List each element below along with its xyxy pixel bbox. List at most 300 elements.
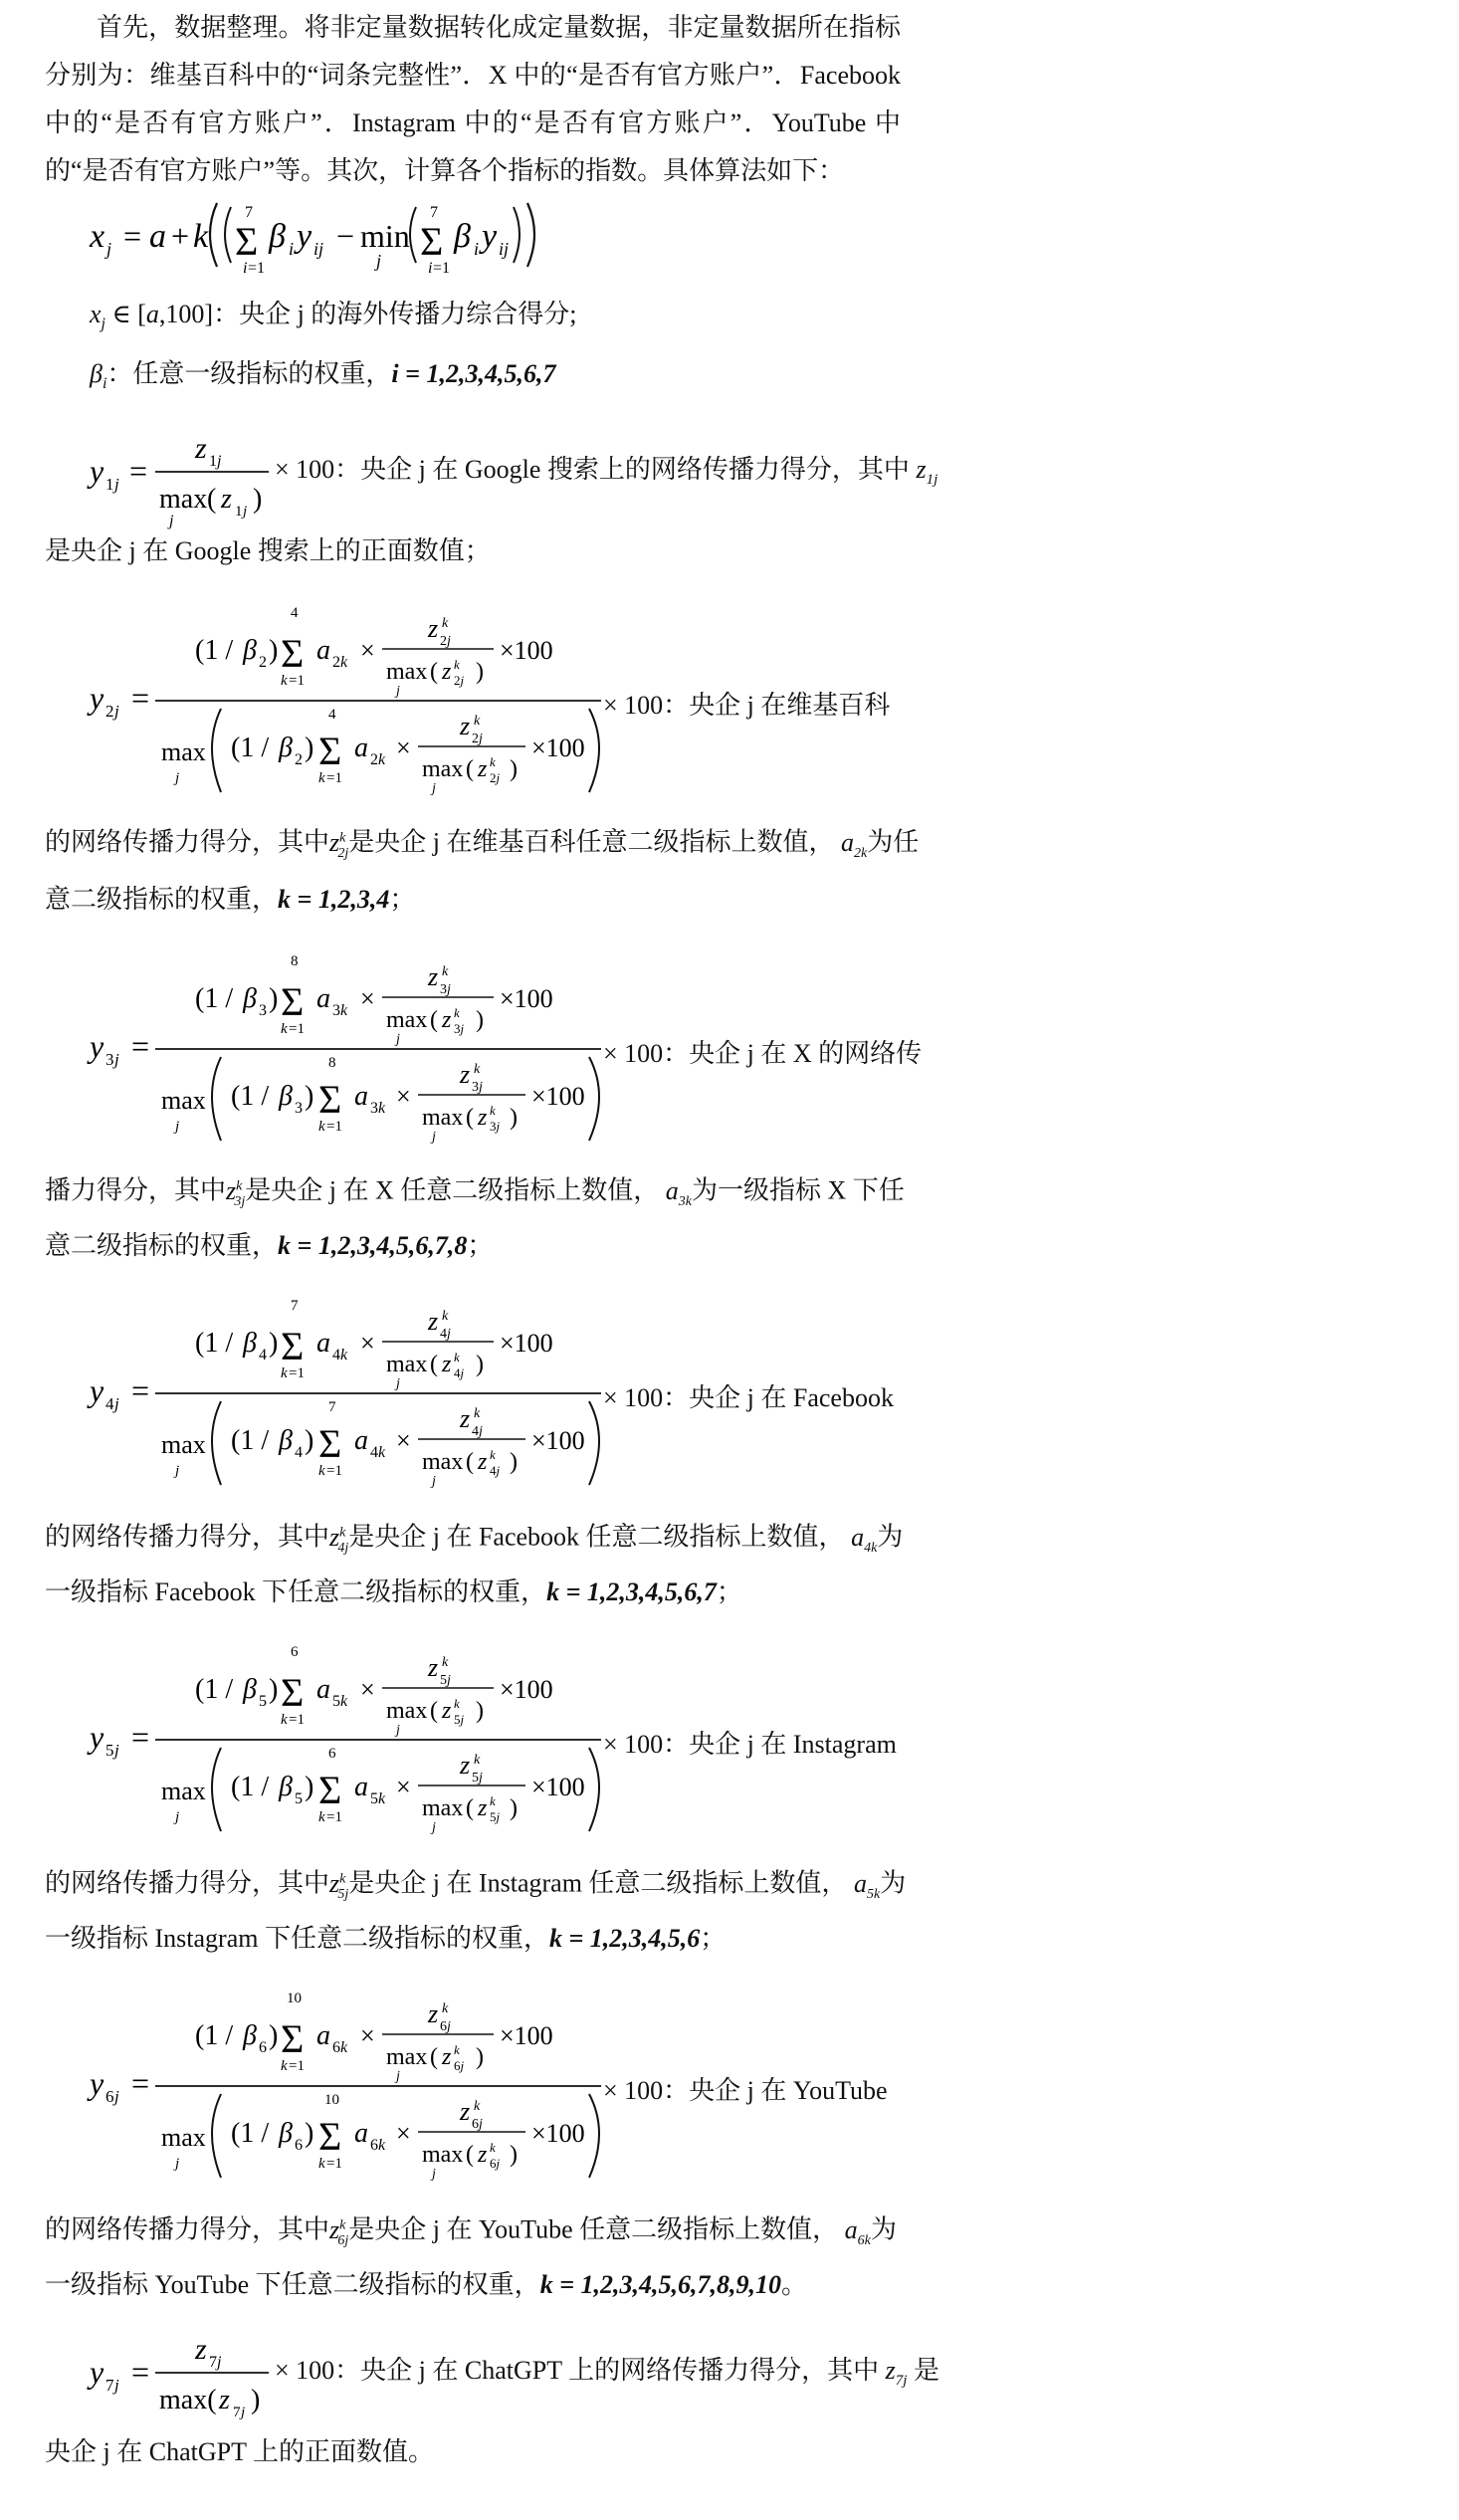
svg-text:4j: 4j [454,1365,465,1380]
svg-text:j: j [241,2405,246,2420]
svg-text:max: max [386,2044,428,2070]
y3-line1: 播力得分，其中$z^k_{3j}$是央企 j 在 X 任意二级指标上数值， $a_{3k}$为一级指标 X 下任 [45,1175,905,1209]
svg-text:4: 4 [291,605,299,621]
svg-text:a: a [316,1674,330,1705]
y6-krange: k = 1,2,3,4,5,6,7,8,9,10 [539,2270,782,2299]
svg-text:max: max [159,484,208,515]
svg-text:): ) [269,1328,279,1359]
svg-text:): ) [476,1007,484,1033]
svg-text:): ) [476,2044,484,2070]
y7-desc: ：央企 j 在 ChatGPT 上的网络传播力得分，其中 [334,2356,880,2385]
svg-text:=1: =1 [289,1365,305,1381]
svg-text:): ) [253,484,263,515]
svg-text:10: 10 [287,1991,302,2006]
y2-times100: × 100 [603,691,664,720]
svg-text:z: z [428,1999,439,2028]
svg-text:k: k [490,1447,496,1462]
svg-text:z: z [442,2044,452,2070]
svg-text:j: j [114,1050,119,1069]
svg-text:4: 4 [259,1347,267,1364]
svg-text:(: ( [466,2142,474,2168]
svg-text:k: k [474,2099,481,2114]
svg-text:k: k [442,1655,449,1670]
svg-text:5j: 5j [454,1712,465,1727]
svg-text:6j: 6j [440,2019,451,2034]
svg-text:=1: =1 [248,260,266,277]
svg-text:(: ( [466,756,474,782]
svg-text:k: k [442,2001,449,2016]
svg-text:k: k [454,2042,460,2057]
beta-definition-text: ：任意一级指标的权重， [106,359,392,388]
y7-continuation: 央企 j 在 ChatGPT 上的正面数值。 [45,2437,434,2466]
svg-text:×100: ×100 [531,1426,585,1455]
svg-text:×: × [396,1082,411,1111]
y3-line1c: 为一级指标 X 下任 [691,1175,905,1205]
svg-text:×: × [396,2119,411,2148]
y3-krange: k = 1,2,3,4,5,6,7,8 [278,1231,468,1260]
svg-text:j: j [175,1463,180,1479]
svg-text:j: j [432,781,436,796]
svg-text:max: max [161,737,206,766]
svg-text:j: j [114,2087,119,2106]
svg-text:Σ: Σ [281,2016,305,2061]
svg-text:z: z [478,2142,488,2168]
y2-line2-text: 意二级指标的权重， [45,885,279,914]
svg-text:k: k [318,1119,325,1135]
svg-text:k: k [474,714,481,729]
svg-text:Σ: Σ [420,219,444,264]
svg-text:×: × [360,984,375,1013]
svg-text:(1 /: (1 / [231,1425,270,1456]
svg-text:×: × [360,2021,375,2050]
svg-text:5: 5 [105,1741,114,1760]
svg-text:k: k [281,673,288,689]
svg-text:6j: 6j [454,2058,465,2073]
svg-text:a: a [354,1425,368,1456]
svg-text:j: j [396,1032,400,1047]
svg-text:2: 2 [295,751,303,768]
svg-text:2j: 2j [472,732,483,746]
svg-text:β: β [243,983,257,1014]
svg-text:×: × [360,1675,375,1704]
svg-text:=: = [131,680,150,716]
svg-text:β: β [243,1674,257,1705]
svg-text:β: β [269,218,286,255]
y4-krange: k = 1,2,3,4,5,6,7 [546,1577,717,1606]
svg-text:j: j [106,239,112,259]
xj-definition-text: ：央企 j 的海外传播力综合得分; [213,300,577,328]
svg-text:=1: =1 [326,770,342,786]
svg-text:z: z [195,2333,207,2366]
y3-tail [603,1030,1459,1078]
y4-line1-text: 的网络传播力得分，其中 [45,1522,330,1552]
svg-text:=: = [131,1372,150,1408]
svg-text:4k: 4k [370,1444,386,1461]
y4-times100: × 100 [603,1383,664,1412]
svg-text:4: 4 [295,1444,303,1461]
svg-text:): ) [476,1698,484,1724]
y5-line2-text: 一级指标 Instagram 下任意二级指标的权重， [45,1924,549,1953]
svg-text:6: 6 [328,1746,336,1762]
svg-text:=1: =1 [326,1463,342,1479]
y6-line1b: 是央企 j 在 YouTube 任意二级指标上数值， [348,2214,839,2244]
svg-text:z: z [460,1060,471,1089]
svg-text:a: a [316,2020,330,2051]
svg-text:): ) [510,1795,518,1821]
svg-text:+: + [171,218,190,254]
svg-text:4: 4 [105,1394,114,1413]
y2-line1-text: 的网络传播力得分，其中 [45,827,330,857]
svg-text:(: ( [466,1795,474,1821]
y4-line1b: 是央企 j 在 Facebook 任意二级指标上数值， [348,1522,845,1552]
y4-line2-text: 一级指标 Facebook 下任意二级指标的权重， [45,1577,547,1606]
svg-text:): ) [251,2385,261,2415]
svg-text:6j: 6j [490,2156,501,2171]
svg-text:k: k [281,2058,288,2074]
y3-line1-text: 播力得分，其中 [45,1175,227,1205]
svg-text:a: a [354,1081,368,1112]
svg-text:z: z [478,1795,488,1821]
svg-text:4k: 4k [332,1347,348,1364]
svg-text:k: k [490,1103,496,1118]
svg-text:z: z [442,1352,452,1377]
svg-text:max: max [422,1449,464,1475]
svg-text:3k: 3k [332,1002,348,1019]
svg-text:k: k [318,2156,325,2172]
svg-text:(: ( [430,1007,438,1033]
svg-text:j: j [175,770,180,786]
y5-line2: 一级指标 Instagram 下任意二级指标的权重，k = 1,2,3,4,5,6； [45,1924,727,1953]
y5-line1-text: 的网络传播力得分，其中 [45,1868,330,1898]
svg-text:): ) [269,2020,279,2051]
svg-text:z: z [219,2385,230,2415]
svg-text:j: j [432,1474,436,1489]
y6-tail-text: ：央企 j 在 YouTube [663,2076,888,2105]
svg-text:max: max [422,1105,464,1131]
svg-text:k: k [474,1062,481,1077]
svg-text:max(: max( [159,2385,217,2415]
y3-line2: 意二级指标的权重，k = 1,2,3,4,5,6,7,8； [45,1231,494,1260]
y3-tail-text: ：央企 j 在 X 的网络传 [663,1039,923,1068]
y5-tail [603,1721,1459,1769]
svg-text:(: ( [430,1698,438,1724]
svg-text:y: y [90,1028,104,1064]
svg-text:×: × [360,636,375,665]
svg-text:i: i [474,239,480,259]
svg-text:k: k [474,1753,481,1768]
svg-text:j: j [432,1820,436,1835]
svg-text:k: k [490,2140,496,2155]
svg-text:=: = [131,1028,150,1064]
y5-line1b: 是央企 j 在 Instagram 任意二级指标上数值， [348,1868,848,1898]
svg-text:(1 /: (1 / [231,733,270,763]
svg-text:=1: =1 [289,1021,305,1037]
svg-text:max: max [161,1430,206,1459]
svg-text:7: 7 [430,204,438,221]
svg-text:): ) [510,2142,518,2168]
y7-times100: × 100 [275,2356,335,2385]
svg-text:): ) [476,659,484,685]
svg-text:3: 3 [259,1002,267,1019]
svg-text:=1: =1 [289,673,305,689]
svg-text:max: max [422,2142,464,2168]
svg-text:a: a [149,218,166,255]
svg-text:Σ: Σ [318,2114,342,2159]
svg-text:): ) [476,1352,484,1377]
svg-text:2k: 2k [370,751,386,768]
svg-text:(1 /: (1 / [231,1772,270,1802]
svg-text:(: ( [430,659,438,685]
svg-text:Σ: Σ [318,729,342,773]
svg-text:(1 /: (1 / [195,2020,234,2051]
svg-text:k: k [454,1350,460,1365]
svg-text:3: 3 [105,1050,114,1069]
svg-text:7: 7 [328,1399,336,1415]
svg-text:y: y [90,680,104,716]
svg-text:j: j [396,2069,400,2084]
svg-text:7: 7 [209,2354,217,2371]
svg-text:k: k [454,657,460,672]
y6-tail [603,2067,1459,2115]
svg-text:y: y [90,1372,104,1408]
y6-times100: × 100 [603,2076,664,2105]
svg-text:Σ: Σ [281,1324,305,1368]
svg-text:z: z [428,962,439,991]
svg-text:β: β [279,1772,293,1802]
y5-line1: 的网络传播力得分，其中$z^k_{5j}$是央企 j 在 Instagram 任意二级指标上数值， $a_{5k}$为 [45,1868,907,1902]
y6-line1: 的网络传播力得分，其中$z^k_{6j}$是央企 j 在 YouTube 任意二级指标上数值， $a_{6k}$为 [45,2214,897,2248]
svg-text:j: j [432,2167,436,2182]
svg-text:2j: 2j [490,770,501,785]
svg-text:max: max [386,1352,428,1377]
svg-text:k: k [193,218,209,255]
beta-range: i = 1,2,3,4,5,6,7 [391,359,556,388]
y2-line1b: 是央企 j 在维基百科任意二级指标上数值， [348,827,835,857]
svg-text:z: z [442,659,452,685]
svg-text:(: ( [466,1449,474,1475]
svg-text:7: 7 [105,2376,114,2395]
svg-text:): ) [305,733,314,763]
svg-text:×100: ×100 [500,2021,553,2050]
y2-tail [603,682,1459,730]
svg-text:(1 /: (1 / [195,983,234,1014]
svg-text:max: max [422,1795,464,1821]
xj-definition: $x_j$ ∈ [a,100]：央企 j 的海外传播力综合得分; [90,300,577,333]
svg-text:5: 5 [295,1790,303,1807]
svg-text:4j: 4j [490,1463,501,1478]
svg-text:): ) [305,1425,314,1456]
svg-text:j: j [114,1741,119,1760]
svg-text:z: z [442,1007,452,1033]
svg-text:=: = [129,453,148,489]
svg-text:5: 5 [259,1693,267,1710]
svg-text:(1 /: (1 / [231,2118,270,2149]
svg-text:y: y [297,218,313,255]
svg-text:×100: ×100 [500,636,553,665]
svg-text:(: ( [207,484,217,515]
y5-times100: × 100 [603,1730,664,1759]
svg-text:i: i [428,260,433,277]
svg-text:=1: =1 [326,1809,342,1825]
svg-text:=: = [131,1719,150,1755]
svg-text:k: k [442,1309,449,1324]
y6-line1c: 为 [870,2214,897,2244]
svg-text:×100: ×100 [531,2119,585,2148]
y5-tail-text: ：央企 j 在 Instagram [663,1730,897,1759]
svg-text:=1: =1 [326,2156,342,2172]
svg-text:=: = [123,218,142,254]
svg-text:max: max [386,1007,428,1033]
svg-text:×: × [396,734,411,762]
svg-text:6j: 6j [472,2117,483,2132]
y2-tail-text: ：央企 j 在维基百科 [663,691,891,720]
svg-text:1: 1 [105,475,114,494]
svg-text:i: i [243,260,248,277]
svg-text:10: 10 [324,2092,339,2108]
y7-description: × 100：央企 j 在 ChatGPT 上的网络传播力得分，其中 $z_{7j}$ 是 [275,2356,939,2390]
y6-line2-text: 一级指标 YouTube 下任意二级指标的权重， [45,2270,540,2299]
svg-text:j: j [114,702,119,721]
svg-text:β: β [279,733,293,763]
svg-text:2: 2 [259,654,267,671]
svg-text:7: 7 [291,1298,299,1314]
svg-text:z: z [460,1751,471,1780]
svg-text:Σ: Σ [281,1670,305,1715]
y4-tail [603,1374,1459,1422]
svg-text:): ) [305,1081,314,1112]
svg-text:=1: =1 [326,1119,342,1135]
svg-text:a: a [316,1328,330,1359]
svg-text:k: k [442,616,449,631]
svg-text:k: k [318,770,325,786]
svg-text:k: k [454,1005,460,1020]
svg-text:z: z [442,1698,452,1724]
svg-text:k: k [281,1365,288,1381]
y2-line1c: 为任 [867,827,920,857]
y1-desc: ：央企 j 在 Google 搜索上的网络传播力得分，其中 [334,455,910,484]
svg-text:): ) [510,1449,518,1475]
svg-text:a: a [354,2118,368,2149]
svg-text:z: z [221,484,232,515]
svg-text:=1: =1 [289,1712,305,1728]
y3-line1b: 是央企 j 在 X 任意二级指标上数值， [245,1175,660,1205]
svg-text:z: z [428,1653,439,1682]
y5-krange: k = 1,2,3,4,5,6 [548,1924,701,1953]
svg-text:6: 6 [295,2137,303,2154]
svg-text:1: 1 [235,504,243,520]
svg-text:β: β [454,218,471,255]
svg-text:): ) [269,635,279,666]
svg-text:4j: 4j [440,1327,451,1342]
svg-text:z: z [195,432,207,465]
svg-text:ij: ij [499,239,510,259]
svg-text:ij: ij [313,239,324,259]
svg-text:y: y [90,1719,104,1755]
svg-text:5j: 5j [440,1673,451,1688]
svg-text:2k: 2k [332,654,348,671]
y4-line2: 一级指标 Facebook 下任意二级指标的权重，k = 1,2,3,4,5,6,7； [45,1577,742,1606]
svg-text:j: j [396,684,400,699]
y5-line1c: 为 [880,1868,907,1898]
y3-line2-text: 意二级指标的权重， [45,1231,279,1260]
y3-times100: × 100 [603,1039,664,1068]
svg-text:min: min [360,218,410,254]
svg-text:k: k [281,1021,288,1037]
svg-text:×: × [396,1773,411,1801]
svg-text:k: k [318,1809,325,1825]
svg-text:j: j [114,2376,119,2395]
svg-text:j: j [217,453,222,470]
y2-krange: k = 1,2,3,4 [278,885,390,914]
svg-text:): ) [510,756,518,782]
svg-text:a: a [316,635,330,666]
svg-text:Σ: Σ [281,979,305,1024]
svg-text:x: x [90,218,105,255]
svg-text:): ) [269,983,279,1014]
svg-text:4: 4 [328,707,336,723]
y4-line1: 的网络传播力得分，其中$z^k_{4j}$是央企 j 在 Facebook 任意二级指标上数值， $a_{4k}$为 [45,1522,904,1556]
svg-text:i: i [289,239,295,259]
y6-line2: 一级指标 YouTube 下任意二级指标的权重，k = 1,2,3,4,5,6,7,8,9,10。 [45,2270,808,2299]
svg-text:): ) [305,1772,314,1802]
svg-text:j: j [175,1809,180,1825]
svg-text:z: z [428,1307,439,1336]
svg-text:×100: ×100 [500,1329,553,1358]
svg-text:Σ: Σ [318,1421,342,1466]
y6-line1-text: 的网络传播力得分，其中 [45,2214,330,2244]
svg-text:k: k [454,1696,460,1711]
svg-text:a: a [316,983,330,1014]
svg-text:z: z [460,1404,471,1433]
svg-text:max: max [161,1777,206,1805]
svg-text:8: 8 [328,1055,336,1071]
svg-text:): ) [305,2118,314,2149]
svg-text:Σ: Σ [235,219,259,264]
svg-text:y: y [90,2065,104,2101]
svg-text:k: k [442,964,449,979]
svg-text:(1 /: (1 / [195,1674,234,1705]
svg-text:3j: 3j [440,982,451,997]
svg-text:max: max [161,1086,206,1115]
intro-paragraph: 首先，数据整理。将非定量数据转化成定量数据，非定量数据所在指标分别为：维基百科中的“词条完整性”．X 中的“是否有官方账户”．Facebook 中的“是否有官方账户”．Instagram 中的“是否有官方账户”．YouTube 中的“是否有官方账户”等。其次，计算各个指标的指数。具体算法如下： [45,13,901,185]
svg-text:6: 6 [259,2039,267,2056]
svg-text:3j: 3j [490,1119,501,1134]
svg-text:(1 /: (1 / [231,1081,270,1112]
svg-text:(: ( [430,1352,438,1377]
svg-text:7: 7 [245,204,253,221]
svg-text:max: max [386,1698,428,1724]
svg-text:k: k [474,1406,481,1421]
svg-text:6k: 6k [332,2039,348,2056]
svg-text:5k: 5k [332,1693,348,1710]
svg-text:2: 2 [105,702,114,721]
y1-times100: × 100 [275,455,335,484]
y1-description: × 100：央企 j 在 Google 搜索上的网络传播力得分，其中 $z_{1j}$ [275,455,938,489]
svg-text:β: β [279,2118,293,2149]
svg-text:2j: 2j [440,634,451,649]
svg-text:(: ( [466,1105,474,1131]
svg-text:j: j [114,1394,119,1413]
svg-text:y: y [90,2354,104,2390]
svg-text:=1: =1 [289,2058,305,2074]
svg-text:Σ: Σ [318,1768,342,1812]
svg-text:(: ( [430,2044,438,2070]
svg-text:k: k [281,1712,288,1728]
svg-text:y: y [90,453,104,489]
svg-text:z: z [478,756,488,782]
svg-text:×100: ×100 [500,1675,553,1704]
svg-text:−: − [336,218,355,254]
